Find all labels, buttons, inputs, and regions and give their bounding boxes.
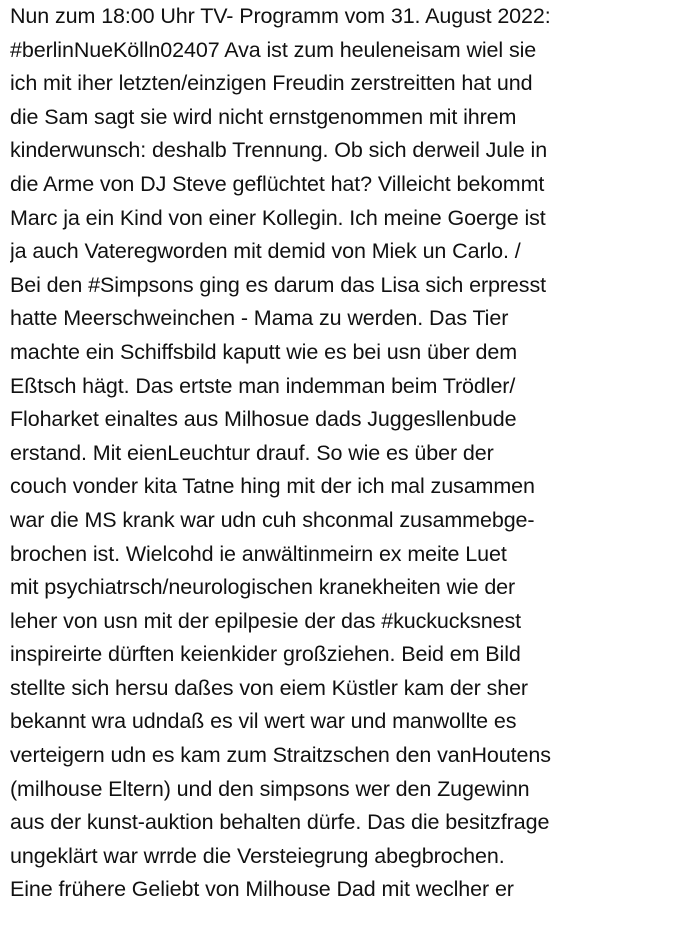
text-line-18: mit psychiatrsch/neurologischen kranekheiten wie der	[10, 575, 516, 600]
document-text	[10, 0, 682, 907]
text-line-5: kinderwunsch: deshalb Trennung. Ob sich derweil Jule in	[10, 138, 548, 163]
text-line-11: machte ein Schiffsbild kaputt wie es bei usn über dem	[10, 339, 518, 364]
text-line-19: leher von usn mit der epilpesie der das #kuckucksnest	[10, 608, 521, 633]
text-line-23: verteigern udn es kam zum Straitzschen den vanHoutens	[10, 743, 551, 768]
text-line-6: die Arme von DJ Steve geflüchtet hat? Villeicht bekommt	[10, 171, 545, 196]
text-line-2: #berlinNueKölln02407 Ava ist zum heuleneisam wiel sie	[10, 37, 537, 62]
text-line-26: ungeklärt war wrrde die Versteiegrung abegbrochen.	[10, 843, 505, 868]
text-line-13: Floharket einaltes aus Milhosue dads Juggesllenbude	[10, 407, 517, 432]
text-line-20: inspireirte dürften keienkider großziehen. Beid em Bild	[10, 642, 521, 667]
text-line-17: brochen ist. Wielcohd ie anwältinmeirn ex meite Luet	[10, 541, 507, 566]
text-line-27: Eine frühere Geliebt von Milhouse Dad mit weclher er	[10, 877, 514, 902]
text-line-4: die Sam sagt sie wird nicht ernstgenommen mit ihrem	[10, 104, 517, 129]
text-line-10: hatte Meerschweinchen - Mama zu werden. Das Tier	[10, 306, 509, 331]
text-line-16: war die MS krank war udn cuh shconmal zusammebge-	[10, 507, 535, 532]
text-line-25: aus der kunst-auktion behalten dürfe. Das die besitzfrage	[10, 810, 550, 835]
text-line-8: ja auch Vateregworden mit demid von Miek un Carlo. /	[10, 239, 521, 264]
text-line-22: bekannt wra udndaß es vil wert war und manwollte es	[10, 709, 517, 734]
text-line-14: erstand. Mit eienLeuchtur drauf. So wie es über der	[10, 440, 494, 465]
text-line-9: Bei den #Simpsons ging es darum das Lisa sich erpresst	[10, 272, 546, 297]
text-line-7: Marc ja ein Kind von einer Kollegin. Ich meine Goerge ist	[10, 205, 546, 230]
text-line-1: Nun zum 18:00 Uhr TV- Programm vom 31. August 2022:	[10, 4, 551, 28]
text-line-15: couch vonder kita Tatne hing mit der ich mal zusammen	[10, 474, 535, 499]
text-line-21: stellte sich hersu daßes von eiem Küstler kam der sher	[10, 675, 528, 700]
text-line-3: ich mit iher letzten/einzigen Freudin zerstreitten hat und	[10, 71, 533, 96]
text-line-12: Eßtsch hägt. Das ertste man indemman beim Trödler/	[10, 373, 516, 398]
text-line-24: (milhouse Eltern) und den simpsons wer den Zugewinn	[10, 776, 530, 801]
